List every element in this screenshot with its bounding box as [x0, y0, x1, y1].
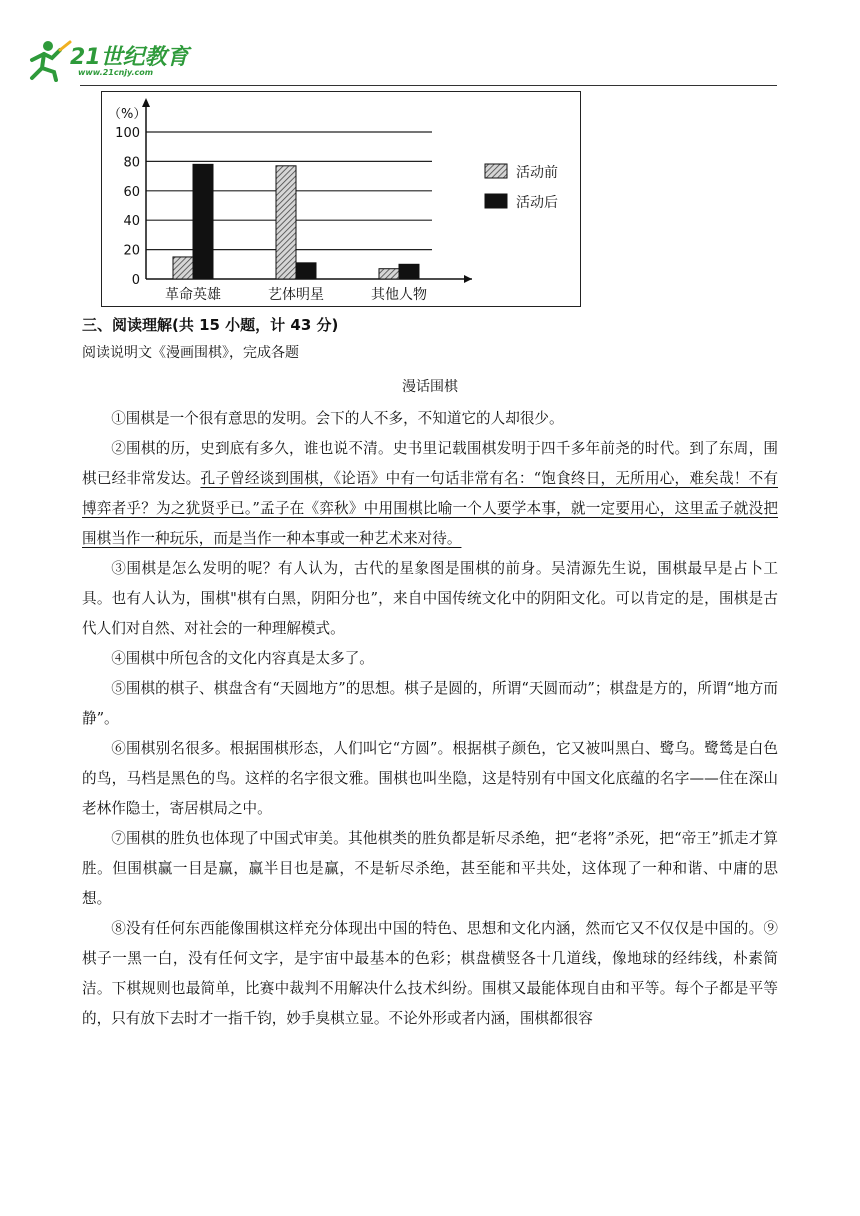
y-tick-label: 0: [131, 273, 140, 288]
bar-after: [296, 263, 316, 279]
paragraph-2-plain: ②围棋的历，史到底有多久，谁也说不清。史书里记载围棋发明于四千多年前尧的时代。到了东周，围棋已经非常发达。: [82, 440, 778, 487]
legend-swatch: [485, 194, 507, 208]
legend-label: 活动前: [516, 165, 558, 181]
paragraph-4: ④围棋中所包含的文化内容真是太多了。: [111, 650, 374, 667]
logo-url: www.21cnjy.com: [78, 68, 154, 77]
bar-after: [399, 264, 419, 279]
header-divider: [80, 85, 777, 86]
y-tick-label: 80: [123, 155, 140, 171]
y-tick-label: 100: [115, 126, 140, 141]
bar-chart: [101, 91, 581, 307]
section-heading: 三、阅读理解(共 15 小题，计 43 分): [82, 316, 339, 334]
y-axis-arrow: [142, 98, 150, 107]
bar-before: [276, 166, 296, 279]
paragraph-1: ①围棋是一个很有意思的发明。会下的人不多，不知道它的人却很少。: [111, 410, 564, 427]
section-instruction: 阅读说明文《漫画围棋》，完成各题: [82, 345, 299, 361]
paragraph-6: ⑥围棋别名很多。根据围棋形态，人们叫它“方圆”。根据棋子颜色，它又被叫黑白、鹭乌。鹭鸶是白色的鸟，马档是黑色的鸟。这样的名字很文雅。围棋也叫坐隐，这是特别有中国文化底蕴的名字——住在深山老林作隐士，寄居棋局之中。: [82, 740, 778, 817]
bar-before: [379, 269, 399, 279]
bar-chart-svg: [102, 92, 580, 306]
logo-wordmark: 21世纪教育: [70, 45, 189, 70]
paragraph-5: ⑤围棋的棋子、棋盘含有“天圆地方”的思想。棋子是圆的，所谓“天圆而动”；棋盘是方的，所谓“地方而静”。: [82, 680, 778, 727]
page-header: [0, 0, 860, 90]
category-label: 其他人物: [371, 287, 427, 303]
article-title: 漫话围棋: [402, 379, 458, 395]
bar-before: [173, 257, 193, 279]
x-axis-arrow: [464, 275, 472, 283]
paragraph-3: ③围棋是怎么发明的呢？有人认为，古代的星象图是围棋的前身。吴清源先生说，围棋最早是占卜工具。也有人认为，围棋"棋有白黑，阴阳分也”，来自中国传统文化中的阴阳文化。可以肯定的是，围棋是古代人们对自然、对社会的一种理解模式。: [82, 560, 778, 637]
y-unit-label: （%）: [108, 107, 147, 122]
legend-label: 活动后: [516, 195, 558, 211]
bar-after: [193, 164, 213, 279]
paragraph-8: ⑧没有任何东西能像围棋这样充分体现出中国的特色、思想和文化内涵，然而它又不仅仅是中国的。⑨棋子一黑一白，没有任何文字，是宇宙中最基本的色彩；棋盘横竖各十几道线，像地球的经纬线，朴素简洁。下棋规则也最简单，比赛中裁判不用解决什么技术纠纷。围棋又最能体现自由和平等。每个子都是平等的，只有放下去时才一指千钧，妙手臭棋立显。不论外形或者内涵，围棋都很容: [82, 920, 778, 1027]
y-tick-label: 60: [123, 184, 140, 200]
y-tick-label: 40: [123, 214, 140, 230]
legend-swatch: [485, 164, 507, 178]
y-tick-label: 20: [123, 243, 140, 259]
paragraph-2-underlined: 孔子曾经谈到围棋，《论语》中有一句话非常有名：“饱食终日，无所用心，难矣哉！不有博弈者乎？为之犹贤乎已。”孟子在《弈秋》中用围棋比喻一个人要学本事，就一定要用心，这里孟子就没把围棋当作一种玩乐，而是当作一种本事或一种艺术来对待。: [82, 470, 778, 547]
paragraph-7: ⑦围棋的胜负也体现了中国式审美。其他棋类的胜负都是斩尽杀绝，把“老将”杀死，把“帝王”抓走才算胜。但围棋赢一目是赢，赢半目也是赢，不是斩尽杀绝，甚至能和平共处，这体现了一种和谐、中庸的思想。: [82, 830, 778, 907]
category-label: 艺体明星: [268, 287, 324, 303]
category-label: 革命英雄: [165, 287, 221, 303]
paragraph-2: [82, 434, 778, 554]
article-body: [82, 404, 778, 1034]
